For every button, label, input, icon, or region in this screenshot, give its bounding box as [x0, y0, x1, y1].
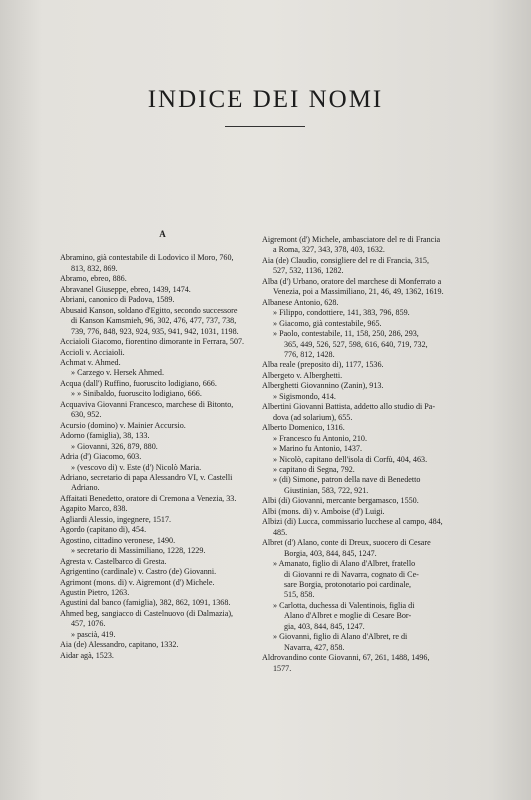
right-entry-list [262, 235, 475, 674]
index-entry-line: Albret (d') Alano, conte di Dreux, suocero di Cesare [262, 538, 431, 548]
index-entry-line: Adria (d') Giacomo, 603. [60, 452, 142, 462]
index-entry-line: di Giovanni re di Navarra, cognato di Ce- [284, 569, 419, 579]
index-entry-line: di Kanson Kamsmieh, 96, 302, 476, 477, 737, 738, [71, 316, 237, 326]
index-entry-line: Alberto Domenico, 1316. [262, 423, 345, 433]
index-entry-line: Agrigentino (cardinale) v. Castro (de) Giovanni. [60, 567, 217, 577]
index-entry-line: » Francesco fu Antonio, 210. [273, 433, 367, 443]
index-entry-line: Albi (di) Giovanni, mercante bergamasco, 1550. [262, 496, 419, 506]
index-entry-line: Aia (de) Alessandro, capitano, 1332. [60, 640, 179, 650]
index-entry-line: Albi (mons. di) v. Amboise (d') Luigi. [262, 506, 385, 516]
index-entry-line: Agustin Pietro, 1263. [60, 587, 130, 597]
index-entry-line: Agapito Marco, 838. [60, 504, 128, 514]
index-entry-line: » Carzego v. Hersek Ahmed. [71, 368, 164, 378]
index-entry-line: » Paolo, contestabile, 11, 158, 250, 286, 293, [273, 329, 419, 339]
index-entry-line: Agliardi Alessio, ingegnere, 1517. [60, 514, 172, 524]
index-entry-line: sare Borgia, protonotario poi cardinale, [284, 579, 412, 589]
index-entry-line: Alano d'Albret e moglie di Cesare Bor- [284, 611, 412, 621]
index-entry-line: Adriano. [71, 483, 100, 493]
index-entry-line: Abusaid Kanson, soldano d'Egitto, secondo successore [60, 305, 238, 315]
index-entry-line: 457, 1076. [71, 619, 106, 629]
index-entry-line: » Filippo, condottiere, 141, 383, 796, 859. [273, 308, 410, 318]
index-entry-line: Aldrovandino conte Giovanni, 67, 261, 1488, 1496, [262, 653, 430, 663]
index-column-left [60, 229, 265, 661]
index-entry-line: » (vescovo di) v. Este (d') Nicolò Maria. [71, 462, 202, 472]
index-entry-line: » Marino fu Antonio, 1437. [273, 444, 363, 454]
index-entry-line: Alba reale (preposito di), 1177, 1536. [262, 360, 384, 370]
index-entry-line: Albizi (di) Lucca, commissario lucchese al campo, 484, [262, 517, 443, 527]
index-entry-line: Abramo, ebreo, 886. [60, 274, 127, 284]
index-entry-line: Alba (d') Urbano, oratore del marchese di Monferrato a [262, 276, 442, 286]
index-entry-line: Achmat v. Ahmed. [60, 357, 121, 367]
index-entry-line: Aidar agà, 1523. [60, 650, 114, 660]
index-entry-line: 630, 952. [71, 410, 102, 420]
index-entry-line: » Carlotta, duchessa di Valentinois, figlia di [273, 600, 415, 610]
index-entry-line: » Sigismondo, 414. [273, 391, 336, 401]
index-entry-line: Accioli v. Acciaioli. [60, 347, 125, 357]
index-entry-line: » Giovanni, figlio di Alano d'Albret, re di [273, 632, 408, 642]
section-letter: A [159, 229, 166, 239]
index-entry-line: Abriani, canonico di Padova, 1589. [60, 295, 175, 305]
index-entry-line: Adriano, secretario di papa Alessandro VI, v. Castelli [60, 472, 233, 482]
index-entry-line: Albergeto v. Alberghetti. [262, 370, 343, 380]
index-entry-line: Acquaviva Giovanni Francesco, marchese di Bitonto, [60, 399, 234, 409]
index-entry-line: » Amanato, figlio di Alano d'Albret, fratello [273, 559, 416, 569]
index-entry-line: 813, 832, 869. [71, 263, 118, 273]
page-title: INDICE DEI NOMI [147, 86, 384, 113]
index-entry-line: Acursio (domino) v. Mainier Accursio. [60, 420, 186, 430]
index-entry-line: 776, 812, 1428. [284, 349, 335, 359]
index-entry-line: Alberghetti Giovannino (Zanin), 913. [262, 381, 384, 391]
index-entry-line: Aia (de) Claudio, consigliere del re di Francia, 315, [262, 255, 429, 265]
index-entry-line: » Giovanni, 326, 879, 880. [71, 441, 158, 451]
index-entry-line: » secretario di Massimiliano, 1228, 1229. [71, 546, 206, 556]
index-entry-line: Abravanel Giuseppe, ebreo, 1439, 1474. [60, 284, 191, 294]
index-entry-line: Albertini Giovanni Battista, addetto allo studio di Pa- [262, 402, 436, 412]
index-entry-line: 739, 776, 848, 923, 924, 935, 941, 942, 1031, 1198. [71, 326, 239, 336]
index-entry-line: » pascià, 419. [71, 629, 116, 639]
index-entry-line: Albanese Antonio, 628. [262, 297, 339, 307]
index-entry-line: Ahmed beg, sangiacco di Castelnuovo (di Dalmazia), [60, 608, 234, 618]
index-entry-line: 515, 858. [284, 590, 315, 600]
index-entry-line: 365, 449, 526, 527, 598, 616, 640, 719, 732, [284, 339, 428, 349]
title-rule [225, 126, 305, 127]
index-entry-line: Agresta v. Castelbarco di Gresta. [60, 556, 167, 566]
index-entry-line: Navarra, 427, 858. [284, 642, 345, 652]
index-entry-line: Agordo (capitano di), 454. [60, 525, 147, 535]
index-entry-line: Aigremont (d') Michele, ambasciatore del re di Francia [262, 235, 441, 244]
index-entry-line: Agrimont (mons. di) v. Aigremont (d') Michele. [60, 577, 215, 587]
index-entry-line: gia, 403, 844, 845, 1247. [284, 621, 365, 631]
index-entry-line: Acciaioli Giacomo, fiorentino dimorante in Ferrara, 507. [60, 337, 245, 347]
index-entry-line: » Giacomo, già contestabile, 965. [273, 318, 382, 328]
index-entry-line: a Roma, 327, 343, 378, 403, 1632. [273, 245, 385, 255]
index-entry-line: 1577. [273, 663, 292, 673]
index-entry-line: 527, 532, 1136, 1282. [273, 266, 344, 276]
index-entry-line: 485. [273, 527, 288, 537]
left-entry-list [60, 253, 265, 661]
index-entry-line: Agostino, cittadino veronese, 1490. [60, 535, 176, 545]
index-column-right [262, 235, 475, 674]
index-entry-line: » » Sinibaldo, fuoruscito lodigiano, 666. [71, 389, 202, 399]
index-entry-line: Agustini dal banco (famiglia), 382, 862, 1091, 1368. [60, 598, 231, 608]
index-entry-line: dova (ad solarium), 655. [273, 412, 353, 422]
index-entry-line: » (di) Simone, patron della nave di Benedetto [273, 475, 421, 485]
index-entry-line: Abramino, già contestabile di Lodovico il Moro, 760, [60, 253, 234, 263]
index-entry-line: Acqua (dall') Ruffino, fuoruscito lodigiano, 666. [60, 378, 217, 388]
index-entry-line: Borgia, 403, 844, 845, 1247. [284, 548, 377, 558]
index-entry-line: Affaitati Benedetto, oratore di Cremona a Venezia, 33. [60, 493, 237, 503]
index-entry-line: Giustinian, 583, 722, 921. [284, 485, 369, 495]
index-entry-line: » capitano di Segna, 792. [273, 464, 355, 474]
index-entry-line: Venezia, poi a Massimiliano, 21, 46, 49, 1362, 1619. [273, 287, 444, 297]
index-entry-line: Adorno (famiglia), 38, 133. [60, 431, 150, 441]
index-entry-line: » Nicolò, capitano dell'isola di Corfù, 404, 463. [273, 454, 428, 464]
